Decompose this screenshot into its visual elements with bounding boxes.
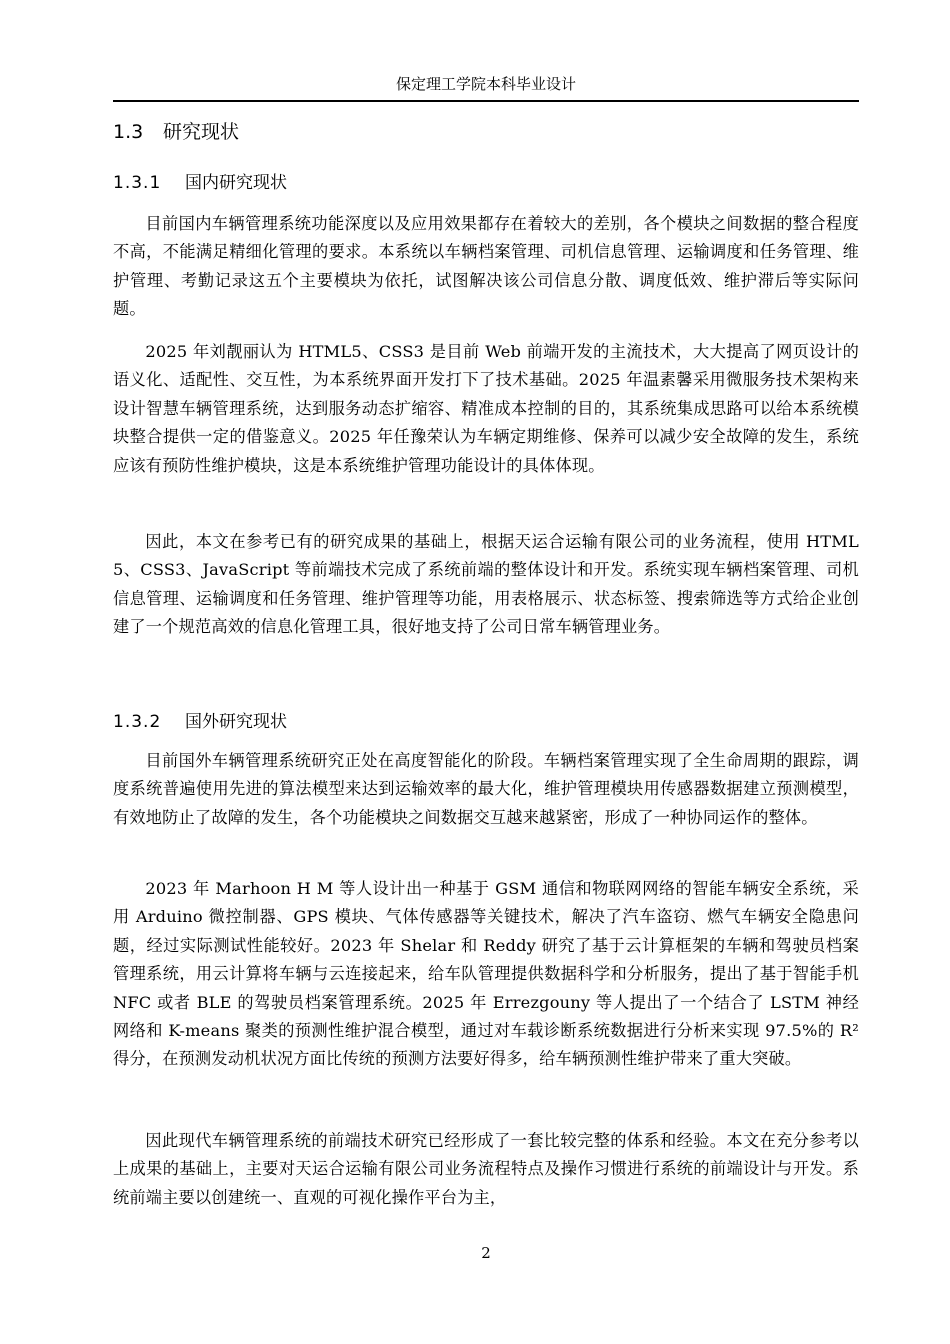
running-header: 保定理工学院本科毕业设计 xyxy=(395,75,576,93)
paragraph-foreign-overview: 目前国外车辆管理系统研究正处在高度智能化的阶段。车辆档案管理实现了全生命周期的跟踪，调度系统普遍使用先进的算法模型来达到运输效率的最大化，维护管理模块用传感器数据建立预测模型，有效地防止了故障的发生，各个功能模块之间数据交互越来越紧密，形成了一种协同运作的整体。 xyxy=(113,751,859,827)
subsection-number: 1.3.2 xyxy=(113,712,162,732)
subsection-number: 1.3.1 xyxy=(113,173,162,193)
paragraph-domestic-overview: 目前国内车辆管理系统功能深度以及应用效果都存在着较大的差别，各个模块之间数据的整合程度不高，不能满足精细化管理的要求。本系统以车辆档案管理、司机信息管理、运输调度和任务管理、维护管理、考勤记录这五个主要模块为依托，试图解决该公司信息分散、调度低效、维护滞后等实际问题。 xyxy=(113,214,859,319)
section-heading xyxy=(113,118,239,146)
subsection-title: 国外研究现状 xyxy=(185,712,287,732)
paragraph-foreign-research: 2023 年 Marhoon H M 等人设计出一种基于 GSM 通信和物联网网络的智能车辆安全系统，采用 Arduino 微控制器、GPS 模块、气体传感器等关键技术，解决了汽车盗窃、燃气车辆安全隐患问题，经过实际测试性能较好。2023 年 Shelar 和 Reddy 研究了基于云计算框架的车辆和驾驶员档案管理系统，用云计算将车辆与云连接起来，给车队管理提供数据科学和分析服务，提出了基于智能手机 NFC 或者 BLE 的驾驶员档案管理系统。2025 年 Errezgouny 等人提出了一个结合了 LSTM 神经网络和 K-means 聚类的预测性维护混合模型，通过对车载诊断系统数据进行分析来实现 97.5%的 R² 得分，在预测发动机状况方面比传统的预测方法要好得多，给车辆预测性维护带来了重大突破。 xyxy=(113,879,859,1069)
subsection-heading-foreign xyxy=(113,709,287,735)
paragraph-conclusion: 因此现代车辆管理系统的前端技术研究已经形成了一套比较完整的体系和经验。本文在充分参考以上成果的基础上，主要对天运合运输有限公司业务流程特点及操作习惯进行系统的前端设计与开发。系统前端主要以创建统一、直观的可视化操作平台为主， xyxy=(113,1131,859,1207)
subsection-title: 国内研究现状 xyxy=(185,173,287,193)
section-number: 1.3 xyxy=(113,121,144,143)
page-number: 2 xyxy=(481,1244,491,1262)
header-divider xyxy=(113,100,859,102)
paragraph-domestic-summary: 因此，本文在参考已有的研究成果的基础上，根据天运合运输有限公司的业务流程，使用 HTML5、CSS3、JavaScript 等前端技术完成了系统前端的整体设计和开发。系统实现车辆档案管理、司机信息管理、运输调度和任务管理、维护管理等功能，用表格展示、状态标签、搜索筛选等方式给企业创建了一个规范高效的信息化管理工具，很好地支持了公司日常车辆管理业务。 xyxy=(113,532,859,637)
section-title: 研究现状 xyxy=(163,121,240,143)
paragraph-domestic-research: 2025 年刘靓丽认为 HTML5、CSS3 是目前 Web 前端开发的主流技术，大大提高了网页设计的语义化、适配性、交互性，为本系统界面开发打下了技术基础。2025 年温素馨采用微服务技术架构来设计智慧车辆管理系统，达到服务动态扩缩容、精准成本控制的目的，其系统集成思路可以给本系统模块整合提供一定的借鉴意义。2025 年任豫荣认为车辆定期维修、保养可以减少安全故障的发生，系统应该有预防性维护模块，这是本系统维护管理功能设计的具体体现。 xyxy=(113,342,859,475)
subsection-heading-domestic xyxy=(113,170,287,196)
